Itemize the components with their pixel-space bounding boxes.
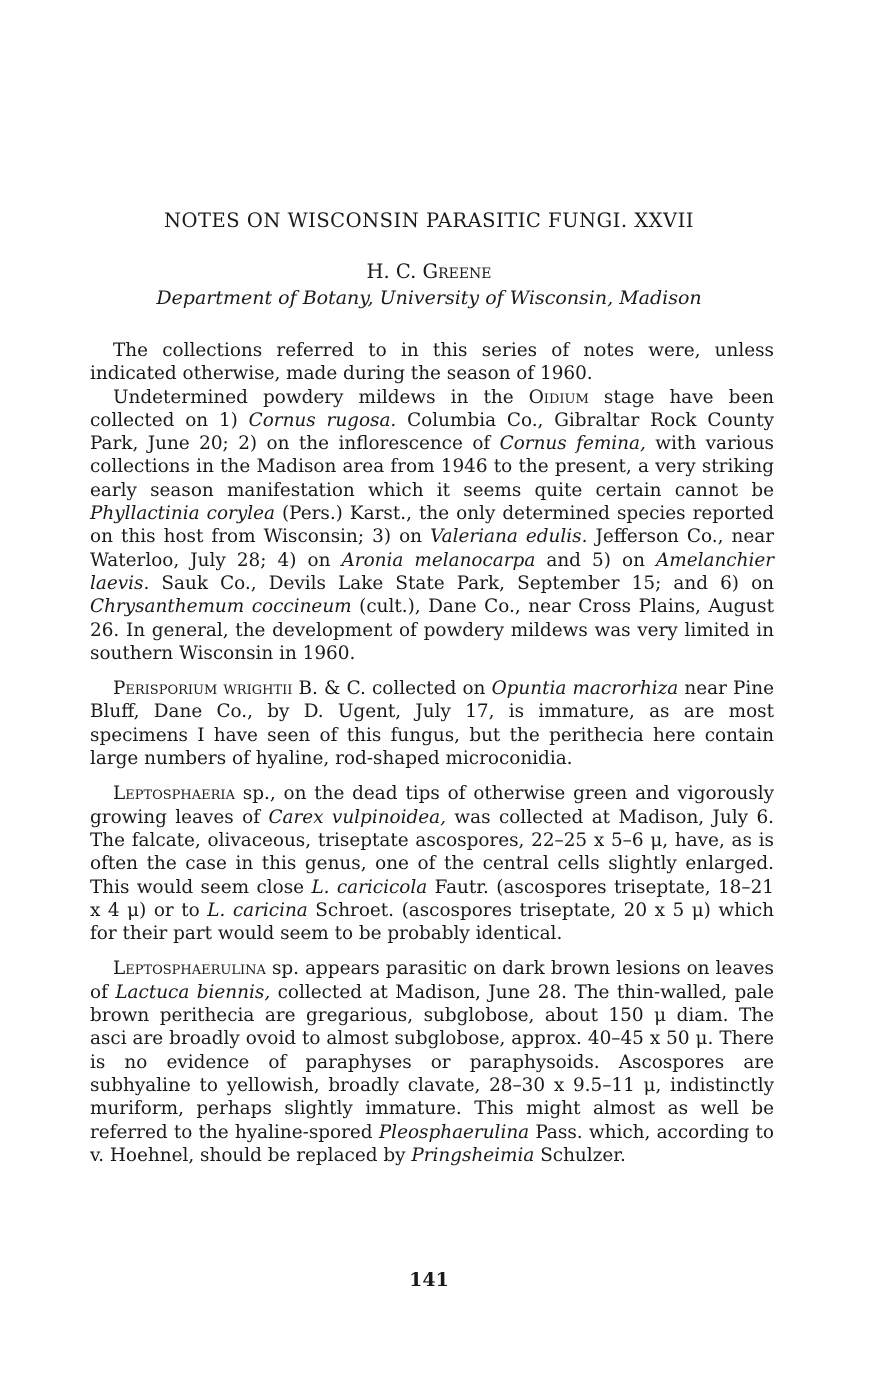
text-run: near Pine Bluff, Dane Co., by D. Ugent, July 17, is immature, as are most specimens I have seen of this fungus, but the perithecia here contain large numbers of hyaline, rod-shaped microconidia. (90, 678, 774, 770)
author-surname: Greene (422, 260, 492, 283)
article-title: NOTES ON WISCONSIN PARASITIC FUNGI. XXVII (163, 209, 694, 232)
text-run: The collections referred to in this series of notes were, unless indicated otherwise, made during the season of 1960. (90, 340, 774, 385)
body-paragraph (90, 339, 774, 386)
body-paragraph (90, 677, 774, 770)
genus-heading: Leptosphaeria (113, 783, 235, 805)
text-run: collected at Madison, June 28. The thin-walled, pale brown perithecia are gregarious, subglobose, about 150 μ diam. The asci are broadly ovoid to almost subglobose, approx. 40–45 x 50 μ. There is no evidence of paraphyses or paraphysoids. Ascospores are subhyaline to yellowish, broadly clavate, 28–30 x 9.5–11 μ, indistinctly muriform, perhaps slightly immature. This might almost as well be referred to the hyaline-spored (90, 981, 774, 1143)
taxon-name: Cornus femina, (499, 433, 646, 455)
taxon-name: Lactuca biennis, (115, 981, 271, 1003)
taxon-name: Cornus rugosa. (248, 409, 397, 431)
text-run: sp., on the dead tips of otherwise green and vigorously growing leaves of (90, 783, 774, 828)
text-run: Schroet. (ascospores triseptate, 20 x 5 μ) which for their part would seem to be probably identical. (90, 899, 774, 945)
body-paragraph (90, 957, 774, 1167)
article-body (90, 339, 774, 1167)
text-run: and 5) on (535, 549, 656, 571)
author-name (0, 260, 858, 283)
taxon-name: Pringsheimia (411, 1144, 535, 1166)
text-run: B. & C. collected on (292, 678, 492, 700)
taxon-name: Amelanchier laevis. (90, 549, 774, 594)
text-run: Schulzer. (534, 1144, 626, 1166)
text-run: stage have been collected on 1) (90, 386, 775, 431)
genus-heading: Leptosphaerulina (113, 958, 266, 980)
text-run: Undetermined powdery mildews in the (113, 386, 529, 408)
taxon-name: Valeriana edulis. (430, 526, 588, 548)
genus-heading: Oidium (528, 386, 589, 408)
page-number: 141 (409, 1269, 449, 1291)
text-run: Pass. which, according to v. Hoehnel, should be replaced by (90, 1121, 774, 1166)
body-paragraph (90, 782, 774, 945)
taxon-name: Opuntia macrorhiza (491, 678, 679, 700)
text-run: Jefferson Co., near Waterloo, July 28; 4) on (90, 526, 774, 571)
text-run: was collected at Madison, July 6. The falcate, olivaceous, triseptate ascospores, 22–25 x 5–6 μ, have, as is often the case in this genus, one of the central cells slightly enlarged. This would seem close (90, 806, 774, 898)
text-run: with various collections in the Madison area from 1946 to the present, a very striking early season manifestation which it seems quite certain cannot be (90, 433, 774, 501)
body-paragraph (90, 386, 774, 666)
taxon-name: Pleosphaerulina (378, 1121, 530, 1143)
taxon-name: L. caricina (207, 899, 308, 921)
text-run: Fautr. (ascospores triseptate, 18–21 x 4 μ) or to (90, 876, 774, 921)
author-affiliation: Department of Botany, University of Wisconsin, Madison (156, 287, 702, 309)
genus-heading: Perisporium wrightii (113, 678, 293, 700)
taxon-name: Carex vulpinoidea, (268, 806, 446, 828)
author-initials: H. C. (366, 260, 423, 283)
text-run: (cult.), Dane Co., near Cross Plains, August 26. In general, the development of powdery mildews was very limited in southern Wisconsin in 1960. (90, 596, 774, 664)
taxon-name: Phyllactinia corylea (90, 503, 275, 525)
taxon-name: Aronia melanocarpa (341, 549, 536, 571)
taxon-name: L. caricicola (311, 876, 428, 898)
text-run: (Pers.) Karst., the only determined species reported on this host from Wisconsin; 3) on (90, 503, 774, 548)
text-run: Sauk Co., Devils Lake State Park, September 15; and 6) on (149, 572, 774, 594)
text-run: Columbia Co., Gibraltar Rock County Park, June 20; 2) on the inflorescence of (90, 409, 774, 455)
text-run: sp. appears parasitic on dark brown lesions on leaves of (90, 958, 774, 1003)
taxon-name: Chrysanthemum coccineum (90, 596, 352, 618)
